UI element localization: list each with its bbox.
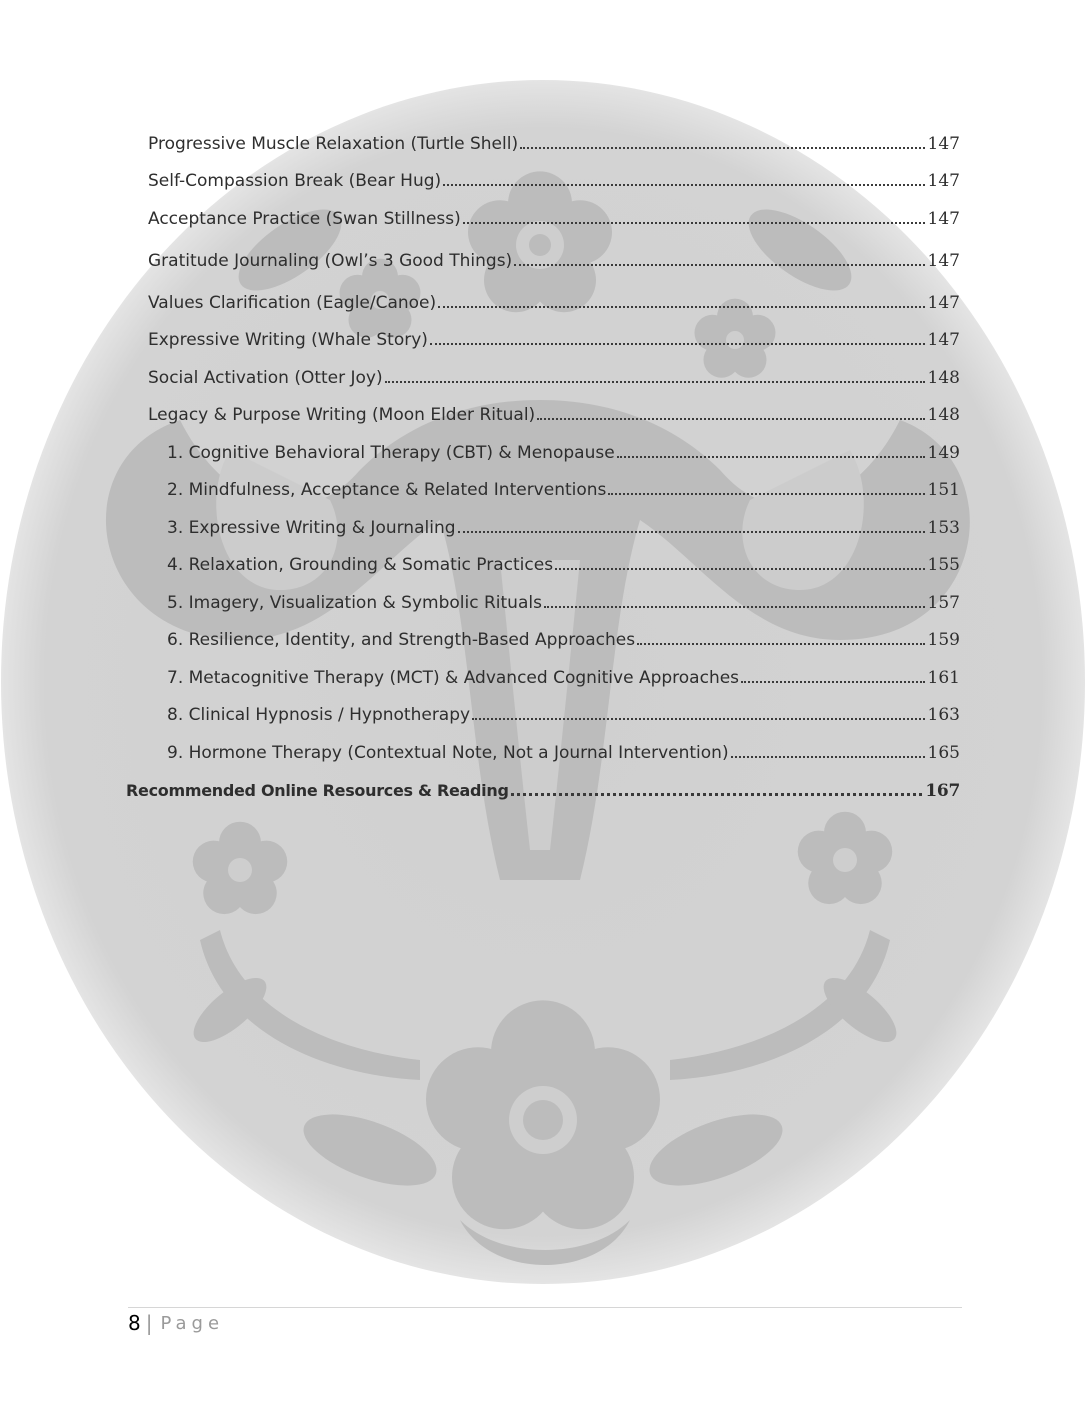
- toc-entry-page: 147: [927, 209, 960, 229]
- toc-entry-page: 159: [927, 630, 960, 650]
- toc-entry-page: 163: [927, 705, 960, 725]
- dot-leader: [385, 381, 925, 383]
- footer-divider: [128, 1307, 962, 1308]
- page-footer: [128, 1309, 224, 1337]
- toc-entry-title: 5. Imagery, Visualization & Symbolic Rituals: [167, 593, 542, 613]
- toc-entry-title: 2. Mindfulness, Acceptance & Related Interventions: [167, 480, 607, 500]
- toc-entry-title: 9. Hormone Therapy (Contextual Note, Not a Journal Intervention): [167, 743, 729, 763]
- dot-leader: [544, 606, 925, 608]
- toc-entry[interactable]: [167, 737, 960, 763]
- toc-entry-page: 155: [927, 555, 960, 575]
- toc-entry-title: Social Activation (Otter Joy): [148, 368, 383, 388]
- toc-entry-title: 8. Clinical Hypnosis / Hypnotherapy: [167, 705, 471, 725]
- dot-leader: [608, 493, 924, 495]
- toc-entry[interactable]: [167, 587, 960, 613]
- dot-leader: [443, 184, 924, 186]
- dot-leader: [520, 147, 924, 149]
- dot-leader: [617, 456, 925, 458]
- toc-entry-title: Expressive Writing (Whale Story): [148, 330, 428, 350]
- toc-entry[interactable]: [167, 662, 960, 688]
- toc-entry-page: 165: [927, 743, 960, 763]
- toc-entry-page: 148: [927, 368, 960, 388]
- toc-entry[interactable]: [167, 549, 960, 575]
- toc-entry-page: 153: [927, 518, 960, 538]
- toc-entry-title: 4. Relaxation, Grounding & Somatic Practices: [167, 555, 554, 575]
- dot-leader: [514, 264, 924, 266]
- toc-entry-page: 161: [927, 668, 960, 688]
- footer-separator: |: [145, 1311, 153, 1335]
- toc-entry[interactable]: [167, 474, 960, 500]
- footer-page-label: Page: [160, 1312, 225, 1334]
- toc-entry[interactable]: [148, 324, 960, 350]
- dot-leader: [555, 568, 924, 570]
- toc-entry-page: 147: [927, 293, 960, 313]
- dot-leader: [458, 531, 925, 533]
- toc-entry[interactable]: [148, 203, 960, 229]
- toc-entry-title: Self-Compassion Break (Bear Hug): [148, 171, 442, 191]
- dot-leader: [731, 756, 925, 758]
- toc-entry-title: Legacy & Purpose Writing (Moon Elder Ritual): [148, 405, 536, 425]
- toc-entry-title: Values Clarification (Eagle/Canoe): [148, 293, 437, 313]
- toc-entry-section[interactable]: [126, 775, 960, 801]
- toc-entry[interactable]: [148, 399, 960, 425]
- dot-leader: [472, 718, 924, 720]
- footer-page-number: 8: [128, 1311, 141, 1335]
- toc-entry-title: Acceptance Practice (Swan Stillness): [148, 209, 461, 229]
- toc-entry[interactable]: [167, 699, 960, 725]
- toc-entry[interactable]: [148, 362, 960, 388]
- toc-entry[interactable]: [148, 287, 960, 313]
- toc-entry[interactable]: [148, 128, 960, 154]
- dot-leader: [537, 418, 924, 420]
- dot-leader: [430, 343, 925, 345]
- toc-entry[interactable]: [167, 437, 960, 463]
- toc-entry[interactable]: [148, 165, 960, 191]
- toc-entry-page: 167: [925, 781, 960, 801]
- toc-entry-title: 7. Metacognitive Therapy (MCT) & Advanced Cognitive Approaches: [167, 668, 740, 688]
- toc-entry-title: Gratitude Journaling (Owl’s 3 Good Things): [148, 251, 513, 271]
- toc-entry-title: 3. Expressive Writing & Journaling: [167, 518, 456, 538]
- toc-entry-page: 147: [927, 330, 960, 350]
- toc-entry-page: 151: [927, 480, 960, 500]
- toc-entry-page: 149: [927, 443, 960, 463]
- toc-entry-title: Recommended Online Resources & Reading: [126, 781, 509, 800]
- dot-leader: [511, 793, 923, 796]
- toc-entry-page: 148: [927, 405, 960, 425]
- toc-entry-page: 147: [927, 171, 960, 191]
- toc-entry-page: 147: [927, 134, 960, 154]
- toc-entry-page: 157: [927, 593, 960, 613]
- dot-leader: [637, 643, 924, 645]
- toc-entry[interactable]: [148, 245, 960, 271]
- toc-entry-page: 147: [927, 251, 960, 271]
- dot-leader: [741, 681, 925, 683]
- toc-entry[interactable]: [167, 512, 960, 538]
- dot-leader: [463, 222, 925, 224]
- toc-entry[interactable]: [167, 624, 960, 650]
- toc-entry-title: 1. Cognitive Behavioral Therapy (CBT) & Menopause: [167, 443, 615, 463]
- toc-entry-title: 6. Resilience, Identity, and Strength-Based Approaches: [167, 630, 636, 650]
- toc-entry-title: Progressive Muscle Relaxation (Turtle Shell): [148, 134, 519, 154]
- dot-leader: [438, 306, 924, 308]
